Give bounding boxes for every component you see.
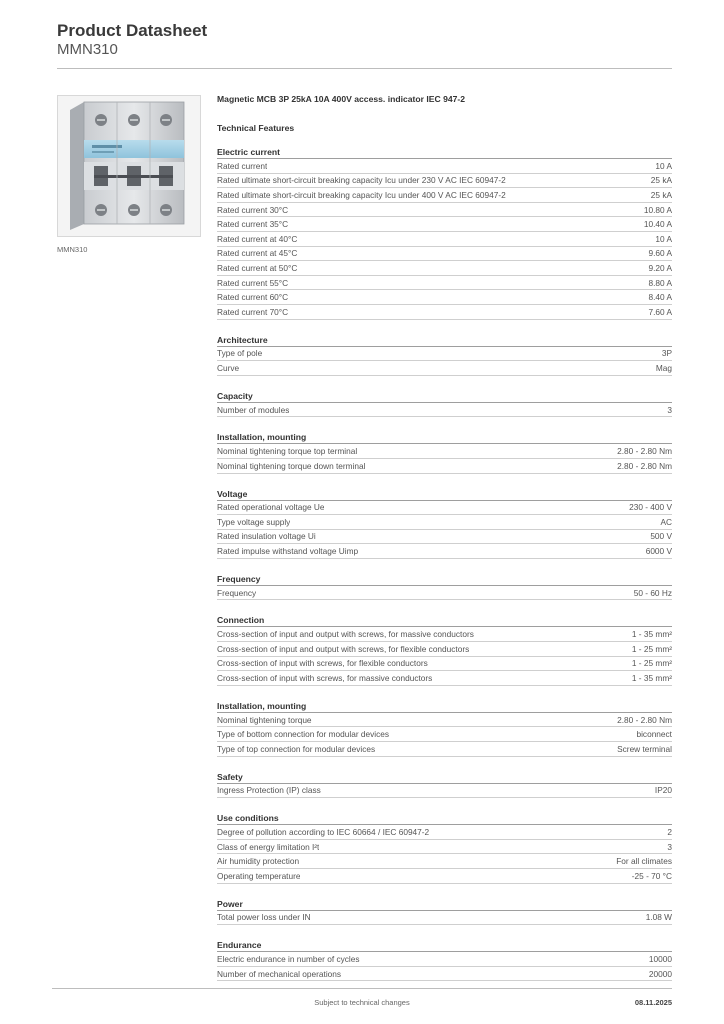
section-title: Endurance: [217, 939, 672, 952]
spec-section: [217, 898, 672, 926]
spec-row: [217, 671, 672, 686]
spec-value: AC: [660, 516, 672, 527]
spec-row: [217, 305, 672, 320]
document-header: [57, 20, 207, 59]
header-divider: [57, 68, 672, 69]
spec-value: 3P: [661, 348, 672, 359]
spec-row: [217, 530, 672, 545]
spec-section: [217, 334, 672, 376]
spec-value: 10 A: [655, 160, 672, 171]
section-title: Installation, mounting: [217, 700, 672, 713]
spec-row: [217, 276, 672, 291]
spec-section: [217, 573, 672, 601]
spec-row: [217, 825, 672, 840]
spec-value: 10 A: [655, 233, 672, 244]
footer-divider: [52, 988, 672, 989]
spec-label: Rated current 35°C: [217, 219, 289, 230]
spec-label: Rated ultimate short-circuit breaking capacity Icu under 230 V AC IEC 60947-2: [217, 175, 506, 186]
spec-label: Nominal tightening torque: [217, 714, 312, 725]
spec-label: Rated insulation voltage Ui: [217, 531, 316, 542]
spec-value: 230 - 400 V: [629, 502, 672, 513]
section-title: Capacity: [217, 390, 672, 403]
spec-section: [217, 812, 672, 883]
spec-row: [217, 642, 672, 657]
spec-value: 1 - 35 mm²: [631, 673, 672, 684]
spec-section: [217, 488, 672, 559]
spec-value: 9.60 A: [648, 248, 672, 259]
spec-label: Cross-section of input with screws, for massive conductors: [217, 673, 433, 684]
spec-label: Rated operational voltage Ue: [217, 502, 325, 513]
section-title: Electric current: [217, 146, 672, 159]
footer-note: Subject to technical changes: [314, 998, 410, 1007]
spec-value: 500 V: [650, 531, 672, 542]
section-title: Voltage: [217, 488, 672, 501]
section-title: Architecture: [217, 334, 672, 347]
spec-row: [217, 727, 672, 742]
spec-row: [217, 247, 672, 262]
spec-row: [217, 967, 672, 982]
spec-sections: [217, 146, 672, 981]
spec-value: 8.80 A: [648, 277, 672, 288]
spec-row: [217, 627, 672, 642]
spec-row: [217, 232, 672, 247]
spec-value: 25 kA: [650, 189, 672, 200]
spec-row: [217, 444, 672, 459]
spec-section: [217, 431, 672, 473]
spec-row: [217, 869, 672, 884]
spec-row: [217, 174, 672, 189]
spec-label: Total power loss under IN: [217, 912, 311, 923]
document-title: Product Datasheet: [57, 21, 208, 40]
spec-label: Cross-section of input and output with screws, for massive conductors: [217, 629, 474, 640]
spec-label: Rated current at 50°C: [217, 262, 298, 273]
spec-row: [217, 586, 672, 601]
spec-label: Rated current at 40°C: [217, 233, 298, 244]
spec-label: Air humidity protection: [217, 856, 300, 867]
spec-row: [217, 713, 672, 728]
spec-row: [217, 403, 672, 418]
spec-value: Screw terminal: [617, 743, 672, 754]
spec-label: Curve: [217, 362, 240, 373]
section-title: Frequency: [217, 573, 672, 586]
spec-label: Cross-section of input and output with screws, for flexible conductors: [217, 643, 470, 654]
spec-value: 8.40 A: [648, 292, 672, 303]
spec-label: Nominal tightening torque down terminal: [217, 460, 366, 471]
spec-value: Mag: [655, 362, 672, 373]
spec-value: 25 kA: [650, 175, 672, 186]
spec-section: [217, 390, 672, 418]
spec-value: 1.08 W: [645, 912, 672, 923]
spec-label: Number of mechanical operations: [217, 968, 342, 979]
spec-row: [217, 911, 672, 926]
spec-value: -25 - 70 °C: [631, 870, 672, 881]
spec-row: [217, 217, 672, 232]
spec-row: [217, 347, 672, 362]
spec-label: Class of energy limitation I²t: [217, 841, 320, 852]
spec-value: 6000 V: [645, 546, 672, 557]
spec-row: [217, 290, 672, 305]
spec-row: [217, 784, 672, 799]
spec-label: Rated current 55°C: [217, 277, 289, 288]
spec-label: Rated current 30°C: [217, 204, 289, 215]
spec-section: [217, 771, 672, 799]
spec-value: 7.60 A: [648, 306, 672, 317]
spec-value: 1 - 35 mm²: [631, 629, 672, 640]
product-reference: MMN310: [57, 41, 118, 58]
product-image-caption: MMN310: [57, 245, 88, 254]
spec-label: Degree of pollution according to IEC 60664 / IEC 60947-2: [217, 827, 430, 838]
spec-value: 2: [667, 827, 672, 838]
spec-label: Electric endurance in number of cycles: [217, 953, 360, 964]
spec-section: [217, 939, 672, 981]
spec-row: [217, 840, 672, 855]
spec-value: 10.40 A: [643, 219, 672, 230]
spec-value: IP20: [654, 785, 672, 796]
spec-row: [217, 854, 672, 869]
spec-value: 2.80 - 2.80 Nm: [617, 460, 672, 471]
spec-value: biconnect: [636, 729, 672, 740]
footer-date: 08.11.2025: [634, 998, 672, 1007]
spec-value: 1 - 25 mm²: [631, 643, 672, 654]
spec-value: 3: [667, 404, 672, 415]
product-description: Magnetic MCB 3P 25kA 10A 400V access. indicator IEC 947-2: [217, 94, 466, 104]
spec-value: 3: [667, 841, 672, 852]
spec-label: Type of bottom connection for modular devices: [217, 729, 390, 740]
spec-value: 10000: [648, 953, 672, 964]
spec-row: [217, 515, 672, 530]
spec-value: 2.80 - 2.80 Nm: [617, 714, 672, 725]
spec-value: 10.80 A: [643, 204, 672, 215]
spec-row: [217, 188, 672, 203]
spec-row: [217, 952, 672, 967]
spec-row: [217, 544, 672, 559]
spec-label: Rated impulse withstand voltage Uimp: [217, 546, 359, 557]
circuit-breaker-illustration: [58, 96, 200, 236]
spec-value: 1 - 25 mm²: [631, 658, 672, 669]
spec-value: 50 - 60 Hz: [633, 587, 672, 598]
spec-value: For all climates: [616, 856, 672, 867]
spec-label: Rated current 70°C: [217, 306, 289, 317]
spec-row: [217, 203, 672, 218]
section-title: Connection: [217, 614, 672, 627]
spec-row: [217, 742, 672, 757]
spec-label: Frequency: [217, 587, 257, 598]
section-title: Installation, mounting: [217, 431, 672, 444]
spec-row: [217, 459, 672, 474]
spec-row: [217, 657, 672, 672]
technical-features-title: Technical Features: [217, 123, 295, 133]
spec-value: 2.80 - 2.80 Nm: [617, 446, 672, 457]
spec-label: Ingress Protection (IP) class: [217, 785, 321, 796]
spec-label: Rated ultimate short-circuit breaking capacity Icu under 400 V AC IEC 60947-2: [217, 189, 506, 200]
spec-label: Cross-section of input with screws, for flexible conductors: [217, 658, 428, 669]
spec-row: [217, 159, 672, 174]
spec-label: Rated current 60°C: [217, 292, 289, 303]
spec-section: [217, 700, 672, 757]
datasheet-content: [217, 92, 672, 981]
spec-value: 9.20 A: [648, 262, 672, 273]
section-title: Safety: [217, 771, 672, 784]
product-image: [57, 95, 201, 237]
spec-value: 20000: [648, 968, 672, 979]
spec-label: Number of modules: [217, 404, 290, 415]
spec-label: Type voltage supply: [217, 516, 291, 527]
spec-section: [217, 146, 672, 320]
section-title: Use conditions: [217, 812, 672, 825]
spec-label: Rated current: [217, 160, 268, 171]
spec-label: Type of pole: [217, 348, 263, 359]
spec-label: Rated current at 45°C: [217, 248, 298, 259]
spec-label: Type of top connection for modular devices: [217, 743, 376, 754]
spec-section: [217, 614, 672, 685]
spec-row: [217, 361, 672, 376]
spec-label: Operating temperature: [217, 870, 301, 881]
section-title: Power: [217, 898, 672, 911]
spec-row: [217, 261, 672, 276]
spec-label: Nominal tightening torque top terminal: [217, 446, 358, 457]
spec-row: [217, 501, 672, 516]
